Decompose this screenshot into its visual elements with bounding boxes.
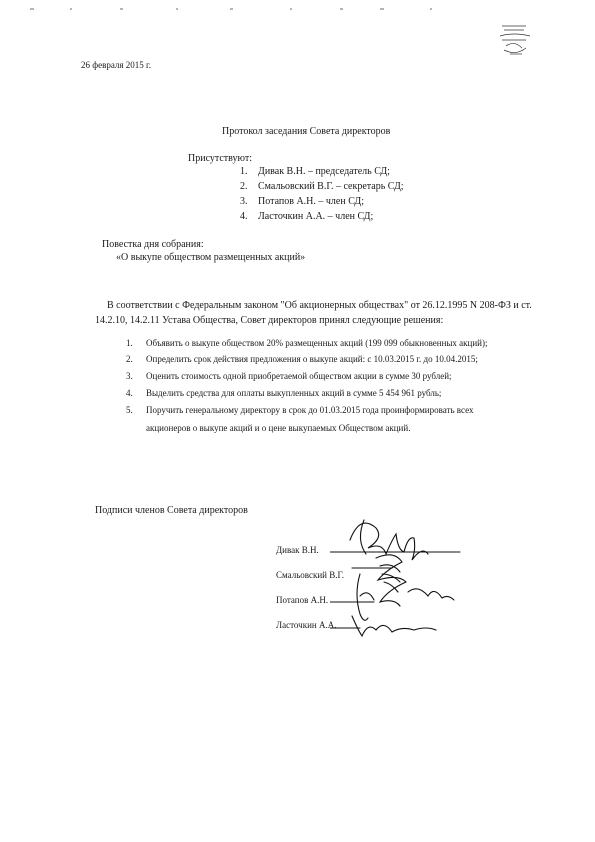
decision-item xyxy=(126,405,473,415)
member-item xyxy=(240,181,404,192)
signer-name: Смальовский В.Г. xyxy=(276,570,344,580)
present-label: Присутствуют: xyxy=(188,153,253,164)
signer-name: Дивак В.Н. xyxy=(276,545,319,555)
document-date: 26 февраля 2015 г. xyxy=(81,60,151,70)
decision-text: Оценить стоимость одной приобретаемой обществом акции в сумме 30 рублей; xyxy=(146,371,452,381)
signatures-label: Подписи членов Совета директоров xyxy=(95,505,248,516)
member-number: 2. xyxy=(240,181,248,192)
scan-edge-marks xyxy=(0,0,595,14)
member-item xyxy=(240,211,373,222)
decision-text: Объявить о выкупе обществом 20% размещенных акций (199 099 обыкновенных акций); xyxy=(146,338,488,348)
member-text: Смальовский В.Г. – секретарь СД; xyxy=(258,181,404,192)
decision-item xyxy=(126,354,478,364)
member-number: 3. xyxy=(240,196,248,207)
member-text: Дивак В.Н. – председатель СД; xyxy=(258,166,390,177)
decision-number: 3. xyxy=(126,371,133,381)
decision-number: 2. xyxy=(126,354,133,364)
decision-text: Поручить генеральному директору в срок до 01.03.2015 года проинформировать всех xyxy=(146,405,474,415)
member-text: Ласточкин А.А. – член СД; xyxy=(258,211,374,222)
decision-item xyxy=(126,388,441,398)
signer-name: Ласточкин А.А. xyxy=(276,620,337,630)
agenda-item: «О выкупе обществом размещенных акций» xyxy=(116,252,306,263)
decision-text: Выделить средства для оплаты выкупленных акций в сумме 5 454 961 рубль; xyxy=(146,388,442,398)
document-title: Протокол заседания Совета директоров xyxy=(222,126,391,137)
stamp-mark xyxy=(496,20,534,62)
decision-continuation: акционеров о выкупе акций и о цене выкупаемых Обществом акций. xyxy=(146,423,411,433)
decision-number: 5. xyxy=(126,405,133,415)
decision-item xyxy=(126,338,488,348)
decision-number: 1. xyxy=(126,338,133,348)
decision-item xyxy=(126,371,452,381)
member-number: 4. xyxy=(240,211,248,222)
member-item xyxy=(240,166,390,177)
member-number: 1. xyxy=(240,166,248,177)
member-item xyxy=(240,196,364,207)
decision-text: Определить срок действия предложения о выкупе акций: с 10.03.2015 г. до 10.04.2015; xyxy=(146,354,478,364)
signer-name: Потапов А.Н. xyxy=(276,595,329,605)
agenda-label: Повестка дня собрания: xyxy=(102,239,204,250)
handwritten-signatures xyxy=(330,508,480,648)
intro-paragraph: В соответствии с Федеральным законом "Об акционерных обществах" от 26.12.1995 N 208-ФЗ и ст. 14.2.10, 14.2.11 Устава Общества, Совет директоров принял следующие решения: xyxy=(95,300,532,326)
member-text: Потапов А.Н. – член СД; xyxy=(258,196,364,207)
decision-number: 4. xyxy=(126,388,133,398)
